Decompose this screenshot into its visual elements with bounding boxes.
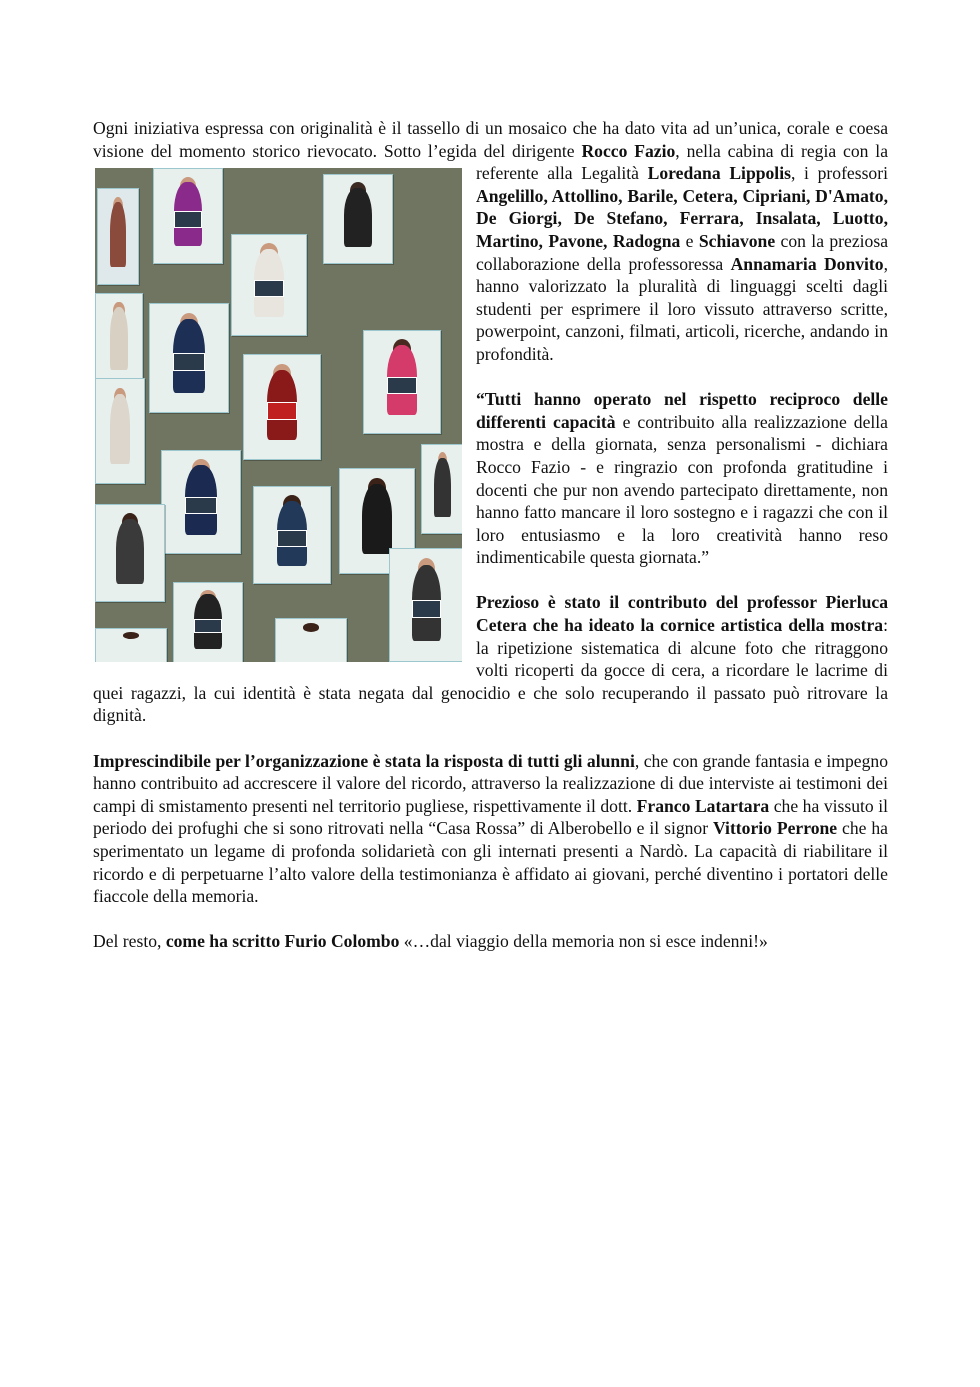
photo-card bbox=[95, 378, 145, 484]
students-highlight: Imprescindibile per l’organizzazione è stata la risposta di tutti gli alunni bbox=[93, 750, 635, 771]
photo-card bbox=[95, 628, 167, 662]
photo-card bbox=[243, 354, 321, 460]
photo-card bbox=[95, 293, 143, 387]
professors-list: Angelillo, Attollino, Barile, Cetera, Cipriani, D'Amato, De Giorgi, De Stefano, Ferrara, Insalata, Luotto, Martino, Pavone, Radogna bbox=[476, 185, 888, 251]
name-annamaria-donvito: Annamaria Donvito bbox=[730, 253, 884, 274]
quote-highlight: “Tutti hanno operato nel rispetto reciproco delle differenti capacità bbox=[476, 389, 888, 432]
photo-card bbox=[389, 548, 462, 662]
photo-card bbox=[97, 188, 139, 285]
paragraph-2: “Tutti hanno operato nel rispetto reciproco delle differenti capacità e contribuito alla realizzazione della mostra e della giornata, senza personalismi - dichiara Rocco Fazio - e ringrazio con profonda gratitudine i docenti che pur non avendo partecipato direttamente, non hanno fatto mancare il loro sostegno e i ragazzi che con il loro entusiasmo e la loro creatività hanno reso indimenticabile questa giornata.” bbox=[476, 389, 888, 568]
paragraph-5: Del resto, come ha scritto Furio Colombo «…dal viaggio della memoria non si esce indenni!» bbox=[93, 931, 768, 952]
cetera-highlight: Prezioso è stato il contributo del professor Pierluca Cetera che ha ideato la cornice artistica della mostra bbox=[476, 592, 888, 636]
photo-card bbox=[149, 303, 229, 413]
photo-card bbox=[421, 444, 462, 534]
article-body bbox=[93, 117, 888, 976]
name-franco-latartara: Franco Latartara bbox=[636, 795, 770, 816]
photo-card bbox=[363, 330, 441, 434]
photo-card bbox=[95, 504, 165, 602]
photo-card bbox=[275, 618, 347, 662]
photo-card bbox=[173, 582, 243, 662]
photo-card bbox=[231, 234, 307, 336]
paragraph-1: Ogni iniziativa espressa con originalità è il tassello di un mosaico che ha dato vita ad un’unica, corale e coesa visione del momento storico rievocato. Sotto l’egida del dirigente Rocco Fazio, nella cabina di regia con la referente alla Legalità Loredana Lippolis, i professori Angelillo, Attollino, Barile, Cetera, Cipriani, D'Amato, De Giorgi, De Stefano, Ferrara, Insalata, Luotto, Martino, Pavone, Radogna e Schiavone con la preziosa collaborazione della professoressa Annamaria Donvito, hanno valorizzato la pluralità di linguaggi scelti dagli studenti per esprimere il loro vissuto attraverso scritte, powerpoint, canzoni, filmati, articoli, ricerche, andando in profondità. bbox=[93, 117, 888, 366]
furio-colombo-highlight: come ha scritto Furio Colombo bbox=[165, 931, 400, 952]
name-schiavone: Schiavone bbox=[698, 230, 776, 251]
photo-card bbox=[161, 450, 241, 554]
photo-card bbox=[323, 174, 393, 264]
photo-card bbox=[153, 168, 223, 264]
name-vittorio-perrone: Vittorio Perrone bbox=[713, 818, 838, 839]
student-photo-wall bbox=[95, 168, 462, 662]
name-rocco-fazio: Rocco Fazio bbox=[581, 140, 676, 161]
paragraph-4: Imprescindibile per l’organizzazione è stata la risposta di tutti gli alunni, che con grande fantasia e impegno hanno contribuito ad accrescere il valore del ricordo, attraverso la realizzazione di due interviste ai testimoni dei campi di smistamento presenti nel territorio pugliese, rispettivamente il dott. Franco Latartara che ha vissuto il periodo dei profughi che si sono ritrovati nella “Casa Rossa” di Alberobello e il signor Vittorio Perrone che ha sperimentato un legame di profonda solidarietà con gli internati presenti a Nardò. La capacità di riabilitare il ricordo e di perpetuarne l’alto valore della testimonianza è affidato ai giovani, perché diventino i portatori delle fiaccole della memoria. bbox=[93, 750, 888, 907]
name-loredana-lippolis: Loredana Lippolis bbox=[647, 163, 791, 184]
photo-card bbox=[253, 486, 331, 584]
paragraph-3: Prezioso è stato il contributo del professor Pierluca Cetera che ha ideato la cornice artistica della mostra: la ripetizione sistematica di alcune foto che ritraggono volti ricoperti da gocce di cera, a ricordare le lacrime di quei ragazzi, la cui identità è stata negata dal genocidio e che solo recuperando il passato può ritrovare la dignità. bbox=[93, 592, 888, 726]
